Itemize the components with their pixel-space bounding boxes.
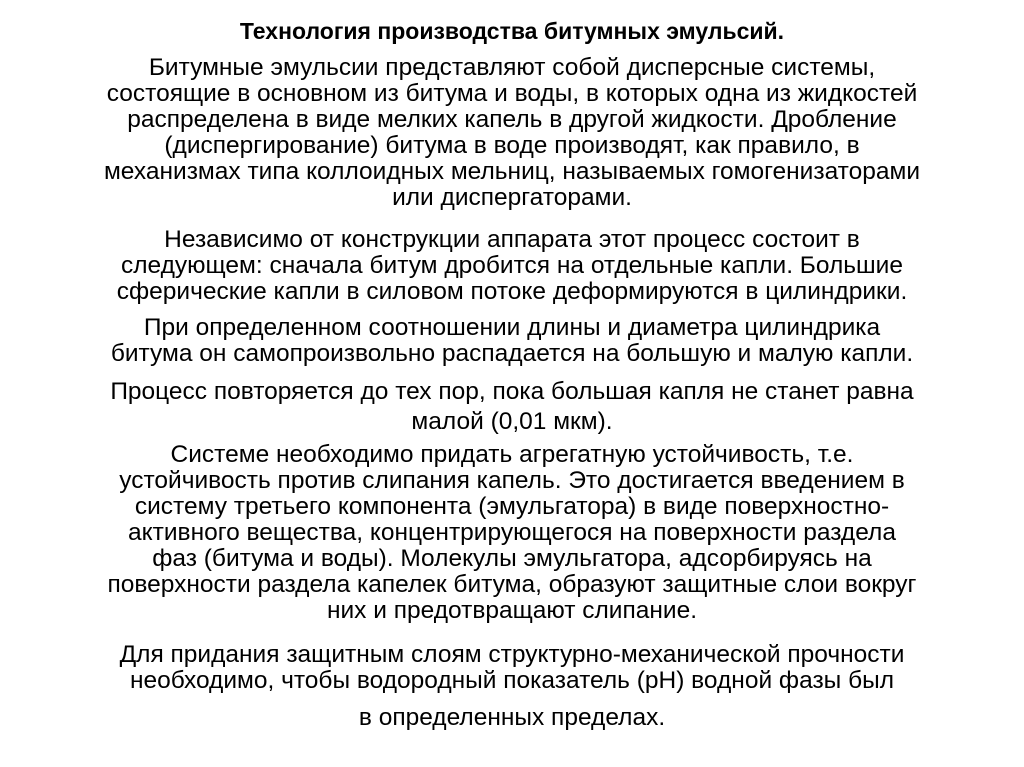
paragraph-cylinder-breakup <box>28 315 996 367</box>
paragraph-emulsifier-stability <box>28 442 996 624</box>
text-line: механизмах типа коллоидных мельниц, называемых гомогенизаторами <box>103 158 921 185</box>
paragraph-droplet-size <box>28 407 996 437</box>
paragraph-ph-limits <box>28 705 996 731</box>
text-line: активного вещества, концентрирующегося на поверхности раздела <box>128 519 896 546</box>
text-line: состоящие в основном из битума и воды, в которых одна из жидкостей <box>106 80 918 107</box>
text-line: них и предотвращают слипание. <box>326 597 698 624</box>
text-line: систему третьего компонента (эмульгатора) в виде поверхностно- <box>134 493 890 520</box>
text-line: Процесс повторяется до тех пор, пока большая капля не станет равна <box>110 378 914 405</box>
paragraph-process-repeats <box>28 377 996 407</box>
text-line: Битумные эмульсии представляют собой дисперсные системы, <box>148 54 876 81</box>
text-line: (диспергирование) битума в воде производят, как правило, в <box>164 132 860 159</box>
text-line: или диспергаторами. <box>392 184 632 211</box>
text-line: фаз (битума и воды). Молекулы эмульгатора, адсорбируясь на <box>152 545 872 572</box>
text-line: битума он самопроизвольно распадается на большую и малую капли. <box>110 340 914 367</box>
text-line: устойчивость против слипания капель. Это достигается введением в <box>119 467 905 494</box>
text-line: распределена в виде мелких капель в другой жидкости. Дробление <box>127 106 897 133</box>
text-line: Системе необходимо придать агрегатную устойчивость, т.е. <box>170 441 854 468</box>
paragraph-emulsion-definition <box>28 55 996 211</box>
text-line: необходимо, чтобы водородный показатель (pH) водной фазы был <box>129 667 895 694</box>
text-line: малой (0,01 мкм). <box>411 408 613 435</box>
text-line: Для придания защитным слоям структурно-механической прочности <box>119 641 905 668</box>
text-line: сферические капли в силовом потоке деформируются в цилиндрики. <box>116 278 908 305</box>
text-line: Независимо от конструкции аппарата этот процесс состоит в <box>164 226 860 253</box>
text-line: в определенных пределах. <box>358 704 666 731</box>
paragraph-ph-requirement <box>28 642 996 694</box>
text-line: следующем: сначала битум дробится на отдельные капли. Большие <box>120 252 903 279</box>
text-line: При определенном соотношении длины и диаметра цилиндрика <box>143 314 881 341</box>
slide-title: Технология производства битумных эмульсий. <box>239 18 785 44</box>
text-line: поверхности раздела капелек битума, образуют защитные слои вокруг <box>107 571 917 598</box>
paragraph-process-description <box>28 227 996 305</box>
